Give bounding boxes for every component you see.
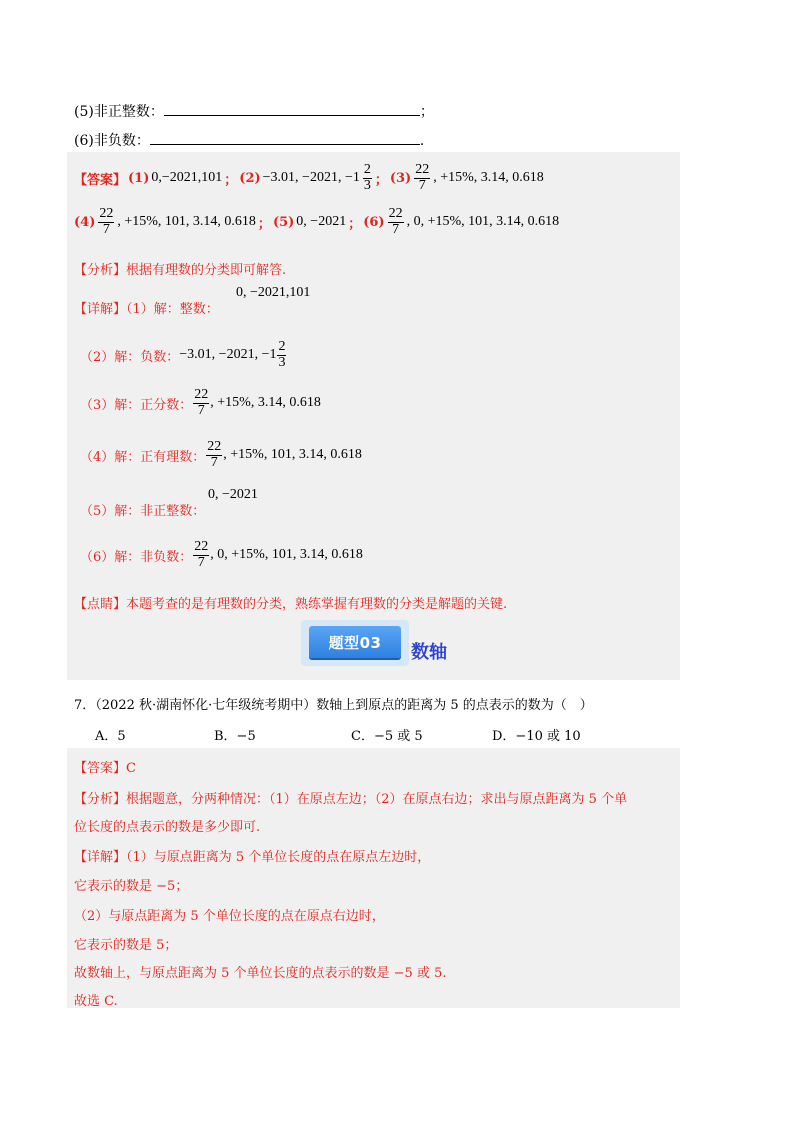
detail-line-6	[80, 540, 363, 570]
section-badge: 题型03	[309, 626, 401, 658]
detail-value: , 0, +15%, 101, 3.14, 0.618	[210, 547, 363, 563]
punctuation: ；	[419, 104, 434, 120]
answer-value: , +15%, 3.14, 0.618	[433, 170, 544, 186]
detail-value: , +15%, 3.14, 0.618	[210, 395, 321, 411]
fraction: $\frac{22}{7}$	[207, 439, 222, 470]
analysis-q7-line-1: 【分析】根据题意，分两种情况：（1）在原点左边；（2）在原点右边；求出与原点距离为 5 个单	[74, 792, 628, 807]
detail-q7-line-6: 故选 C.	[74, 994, 118, 1009]
part-marker: (4)	[74, 214, 96, 230]
answer-tag: 【答案】	[74, 172, 127, 188]
part-marker: (3)	[389, 170, 412, 186]
detail-value-1: 0, −2021,101	[236, 285, 311, 300]
detail-line-2	[80, 340, 287, 370]
detail-value-5: 0, −2021	[208, 487, 258, 502]
option-b: B．−5	[214, 729, 256, 744]
fraction: $\frac{22}{7}$	[415, 162, 430, 193]
option-d: D．−10 或 10	[492, 729, 581, 744]
fraction: $\frac{2}{3}$	[278, 339, 286, 370]
fraction: $\frac{22}{7}$	[194, 539, 209, 570]
analysis-q6: 【分析】根据有理数的分类即可解答.	[74, 263, 287, 278]
answer-value: , 0, +15%, 101, 3.14, 0.618	[406, 214, 560, 230]
fraction: $\frac{22}{7}$	[99, 206, 114, 237]
question-5-line	[74, 101, 434, 121]
fraction: $\frac{22}{7}$	[194, 387, 209, 418]
detail-label: 【详解】（1）解：整数：	[74, 302, 219, 317]
question-5-label: (5)非正整数：	[74, 104, 164, 120]
detail-label: （3）解：正分数：	[80, 397, 193, 413]
section-badge-frame	[301, 620, 409, 666]
analysis-q7-line-2: 位长度的点表示的数是多少即可.	[74, 820, 261, 835]
detail-label: （4）解：正有理数：	[80, 449, 206, 465]
question-7-stem: 7．（2022 秋·湖南怀化·七年级统考期中）数轴上到原点的距离为 5 的点表示的数为（ ）	[74, 698, 593, 713]
detail-label: （2）解：负数：	[80, 349, 180, 365]
separator: ；	[224, 172, 238, 188]
answer-value: −3.01, −2021, −1	[262, 170, 360, 186]
detail-q7-line-3: （2）与原点距离为 5 个单位长度的点在原点右边时，	[74, 909, 385, 924]
answer-blank	[164, 102, 420, 116]
question-6-label: (6)非负数：	[74, 133, 150, 149]
answer-value: , +15%, 101, 3.14, 0.618	[117, 214, 256, 230]
detail-line-5	[80, 500, 205, 519]
detail-label: （6）解：非负数：	[80, 549, 193, 565]
separator: ；	[374, 172, 388, 188]
detail-q7-line-1: 【详解】（1）与原点距离为 5 个单位长度的点在原点左边时，	[74, 850, 431, 865]
punctuation: .	[419, 133, 425, 149]
answer-blank	[150, 131, 420, 145]
detail-value: , +15%, 101, 3.14, 0.618	[223, 447, 362, 463]
fraction: $\frac{2}{3}$	[363, 162, 371, 193]
detail-q7-line-5: 故数轴上，与原点距离为 5 个单位长度的点表示的数是 −5 或 5.	[74, 966, 447, 981]
detail-line-3	[80, 388, 321, 418]
part-marker: (1)	[128, 170, 150, 186]
detail-value: −3.01, −2021, −1	[179, 347, 277, 363]
answer-q7: 【答案】C	[74, 761, 136, 776]
separator: ；	[348, 216, 362, 232]
separator: ；	[257, 216, 271, 232]
section-title: 数轴	[411, 642, 447, 663]
part-marker: (2)	[239, 170, 261, 186]
part-marker: (5)	[272, 214, 295, 230]
question-6-line	[74, 130, 424, 150]
detail-line-1	[74, 298, 219, 317]
comment-q6: 【点睛】本题考查的是有理数的分类，熟练掌握有理数的分类是解题的关键.	[74, 597, 508, 612]
detail-line-4	[80, 440, 362, 470]
answer-value: 0,−2021,101	[151, 170, 223, 186]
answer-line-2	[74, 207, 559, 237]
detail-q7-line-2: 它表示的数是 −5；	[74, 879, 189, 894]
fraction: $\frac{22}{7}$	[388, 206, 403, 237]
option-a: A．5	[95, 729, 126, 744]
part-marker: (6)	[363, 214, 385, 230]
answer-value: 0, −2021	[296, 214, 347, 230]
detail-q7-line-4: 它表示的数是 5；	[74, 938, 178, 953]
detail-label: （5）解：非正整数：	[80, 504, 206, 519]
answer-line-1	[74, 163, 544, 193]
option-c: C．−5 或 5	[351, 729, 423, 744]
